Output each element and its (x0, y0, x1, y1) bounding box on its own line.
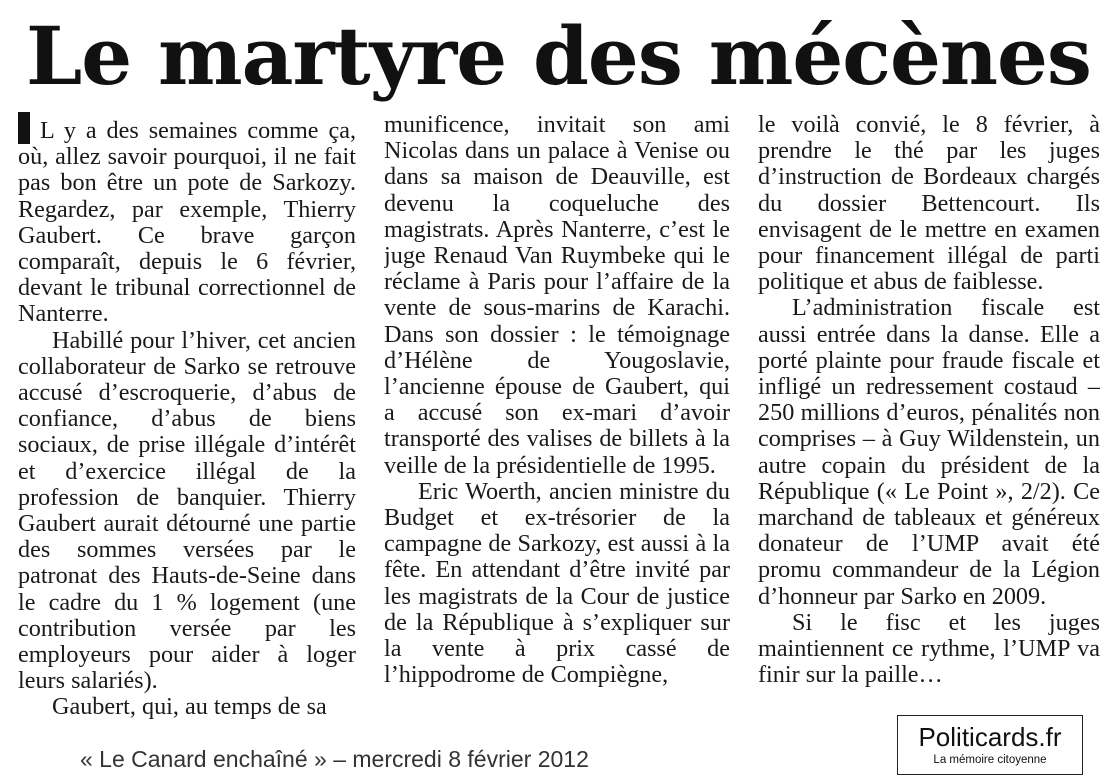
paragraph: Eric Woerth, ancien ministre du Budget et ex-trésorier de la campagne de Sarkozy, est aussi à la fête. En attendant d’être invité par les magistrats de la Cour de justice de la République à s’expliquer sur la vente à prix cassé de l’hippodrome de Compiègne, (384, 477, 730, 689)
site-watermark (897, 715, 1083, 775)
article-column-1 (18, 112, 356, 732)
paragraph (18, 112, 356, 328)
paragraph: Habillé pour l’hiver, cet ancien collaborateur de Sarko se retrouve accusé d’escroquerie, d’abus de confiance, d’abus de biens sociaux, de prise illégale d’intérêt et d’exercice illégal de la profession de banquier. Thierry Gaubert aurait détourné une partie des sommes versées par le patronat des Hauts-de-Seine dans le cadre du 1 % logement (une contribution versée par les employeurs pour aider à loger leurs salariés). (18, 326, 356, 695)
watermark-site-name: Politicards.fr (918, 722, 1062, 752)
article-headline: Le martyre des mécènes (26, 9, 1091, 103)
source-citation: « Le Canard enchaîné » – mercredi 8 février 2012 (80, 746, 589, 772)
article-column-2 (384, 112, 730, 732)
paragraph: L’administration fiscale est aussi entrée dans la danse. Elle a porté plainte pour fraude fiscale et infligé un redressement costaud – 250 millions d’euros, pénalités non comprises – à Guy Wildenstein, un autre copain du président de la République (« Le Point », 2/2). Ce marchand de tableaux et généreux donateur de l’UMP avait été promu commandeur de la Légion d’honneur par Sarko en 2009. (758, 294, 1100, 610)
paragraph: Si le fisc et les juges maintiennent ce rythme, l’UMP va finir sur la paille… (758, 608, 1100, 689)
paragraph: munificence, invitait son ami Nicolas dans un palace à Venise ou dans sa maison de Deauville, est devenu la coqueluche des magistrats. Après Nanterre, c’est le juge Renaud Van Ruymbeke qui le réclame à Paris pour l’affaire de la vente de sous-marins de Karachi. Dans son dossier : le témoignage d’Hélène de Yougoslavie, l’ancienne épouse de Gaubert, qui a accusé son ex-mari d’avoir transporté des valises de billets à la veille de la présidentielle de 1995. (384, 112, 730, 479)
paragraph: Gaubert, qui, au temps de sa (52, 693, 327, 721)
watermark-tagline: La mémoire citoyenne (933, 754, 1047, 766)
paragraph-text: L y a des semaines comme ça, où, allez savoir pourquoi, il ne fait pas bon être un pote de Sarkozy. Regardez, par exemple, Thierry Gaubert. Ce brave garçon comparaît, depuis le 6 février, devant le tribunal correctionnel de Nanterre. (18, 117, 356, 328)
paragraph-start-mark (18, 112, 30, 144)
paragraph: le voilà convié, le 8 février, à prendre le thé par les juges d’instruction de Bordeaux chargés du dossier Bettencourt. Ils envisagent de le mettre en examen pour financement illégal de parti politique et abus de faiblesse. (758, 112, 1100, 296)
article-column-3 (758, 112, 1100, 732)
